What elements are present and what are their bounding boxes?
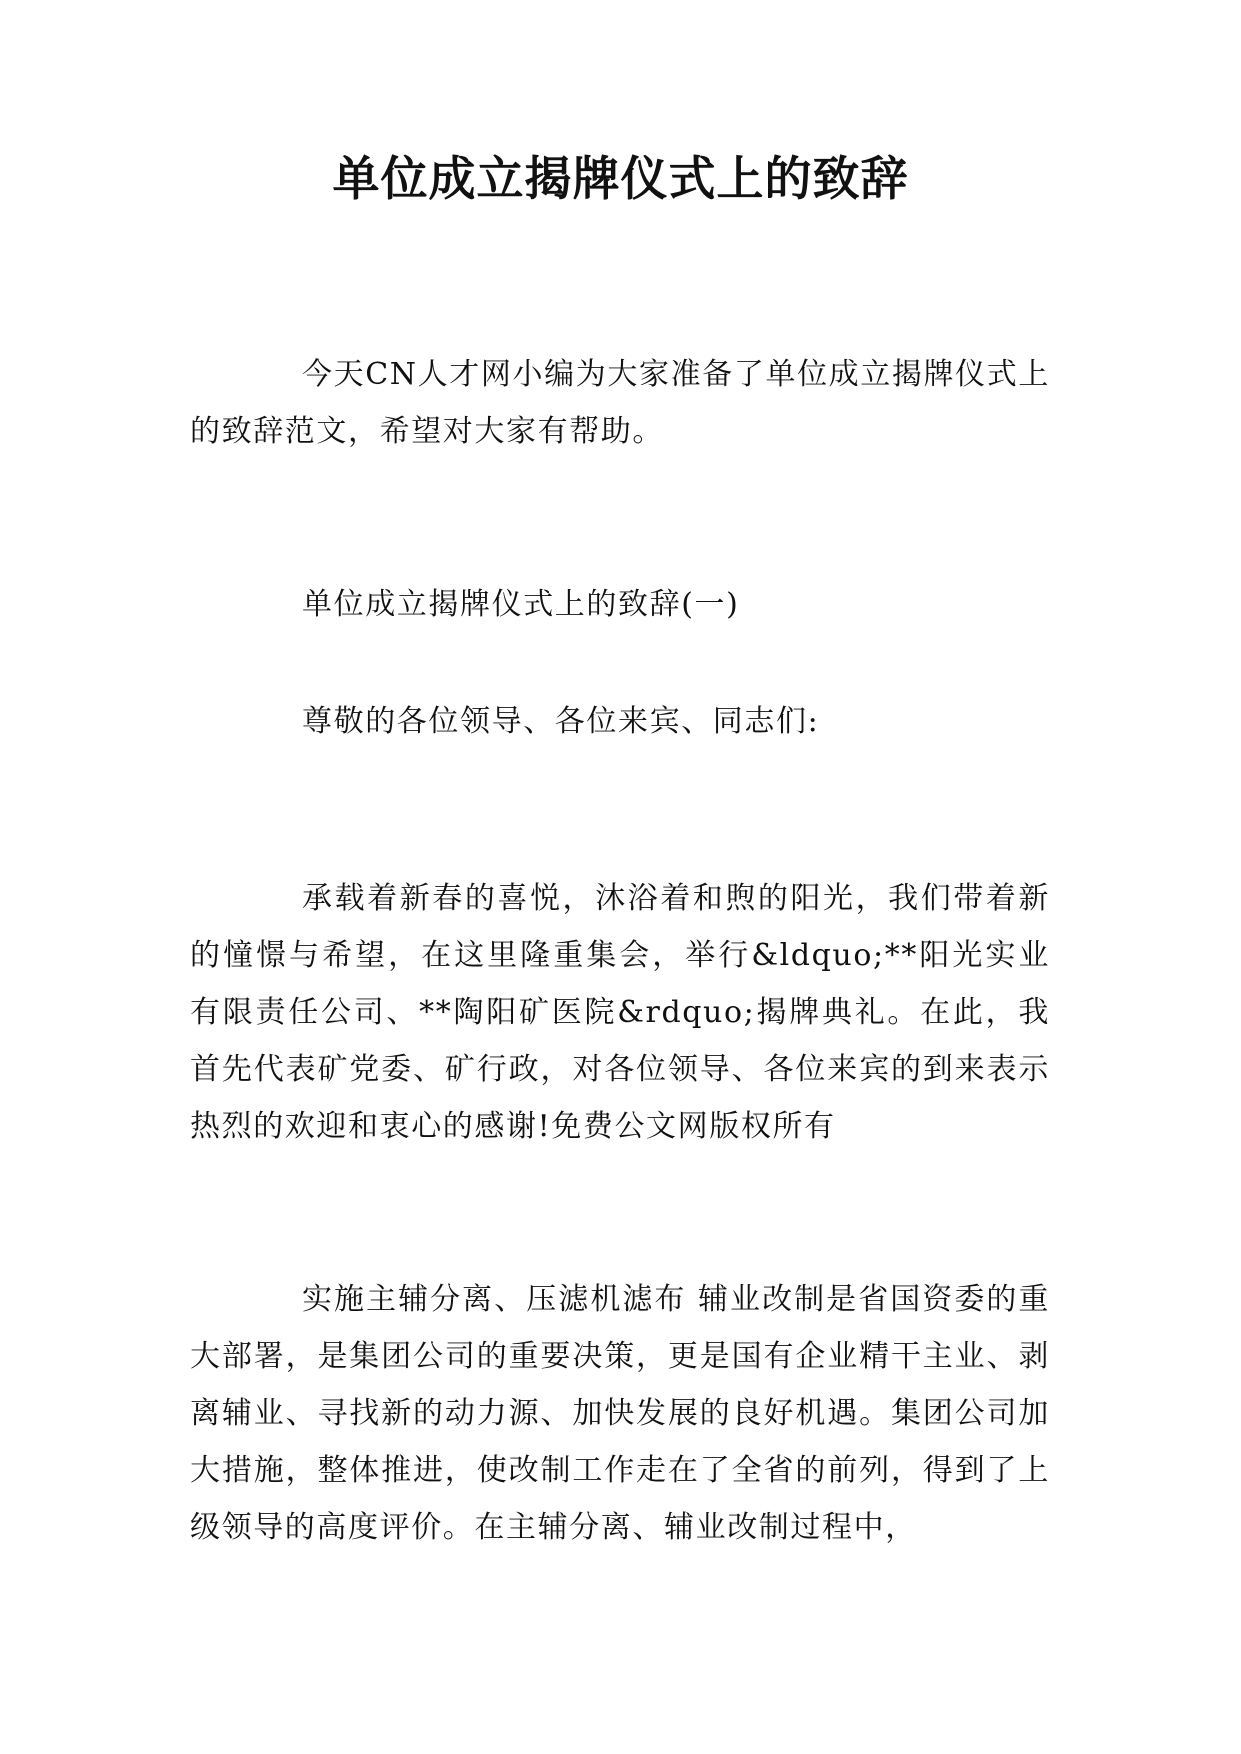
salutation: 尊敬的各位领导、各位来宾、同志们: bbox=[302, 704, 820, 739]
section-heading: 单位成立揭牌仪式上的致辞(一) bbox=[302, 587, 740, 622]
document-title: 单位成立揭牌仪式上的致辞 bbox=[332, 152, 909, 207]
intro-paragraph: 今天CN人才网小编为大家准备了单位成立揭牌仪式上的致辞范文，希望对大家有帮助。 bbox=[190, 357, 1050, 449]
body-paragraph: 承载着新春的喜悦，沐浴着和煦的阳光，我们带着新的憧憬与希望，在这里隆重集会，举行&ldquo;**阳光实业有限责任公司、**陶阳矿医院&rdquo;揭牌典礼。在此，我首先代表矿党委、矿行政，对各位领导、各位来宾的到来表示热烈的欢迎和衷心的感谢!免费公文网版权所有 bbox=[190, 881, 1050, 1144]
body-paragraph: 实施主辅分离、压滤机滤布 辅业改制是省国资委的重大部署，是集团公司的重要决策，更是国有企业精干主业、剥离辅业、寻找新的动力源、加快发展的良好机遇。集团公司加大措施，整体推进，使改制工作走在了全省的前列，得到了上级领导的高度评价。在主辅分离、辅业改制过程中， bbox=[190, 1282, 1050, 1545]
